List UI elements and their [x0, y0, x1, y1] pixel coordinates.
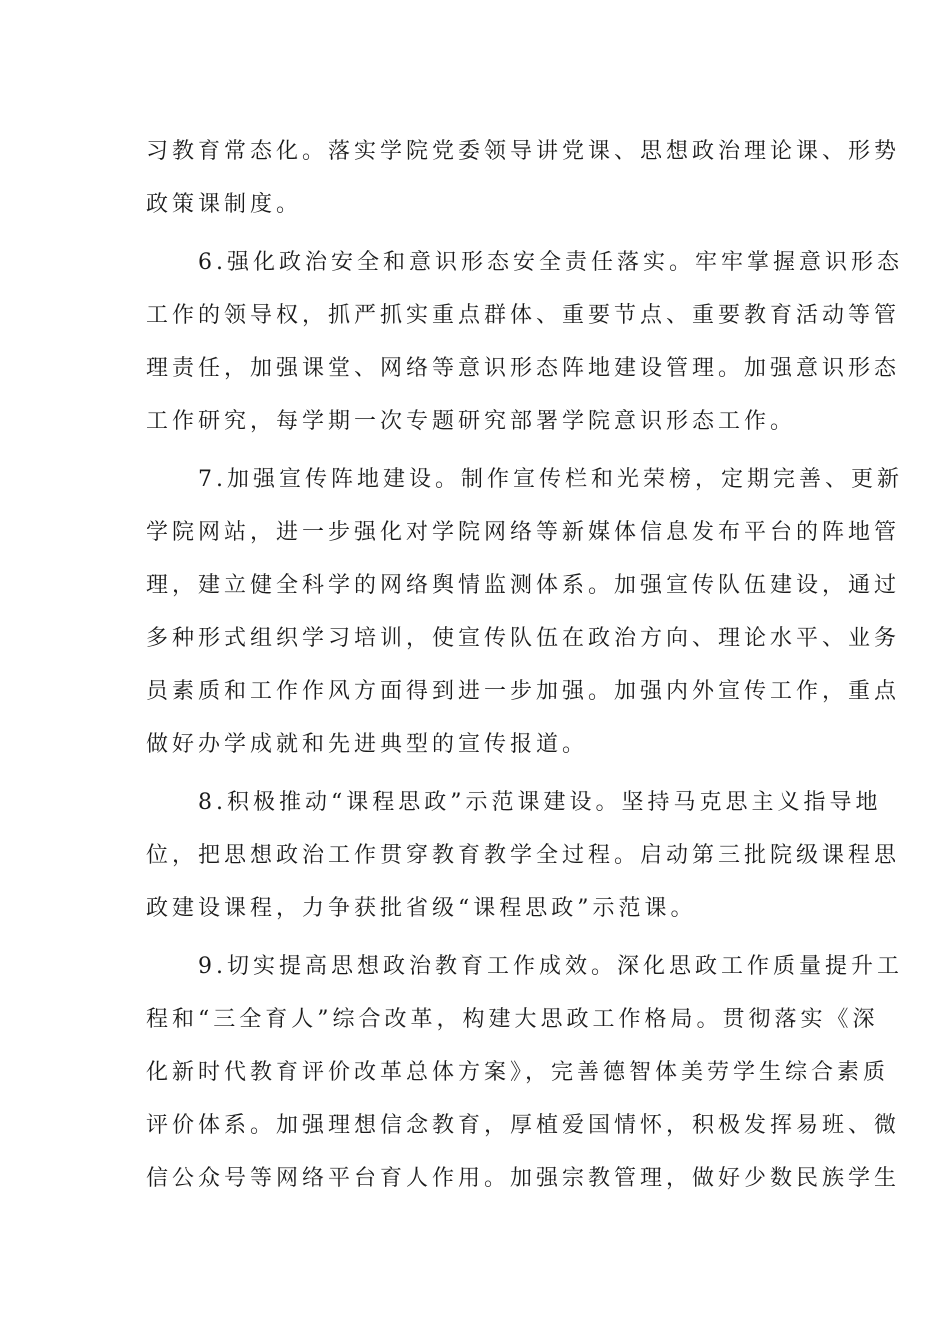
document-body	[146, 125, 903, 1205]
paragraph	[146, 453, 903, 771]
text-line: 评价体系。加强理想信念教育，厚植爱国情怀，积极发挥易班、微	[146, 1113, 901, 1138]
text-line: 9.切实提高思想政治教育工作成效。深化思政工作质量提升工	[146, 954, 903, 979]
text-line: 习教育常态化。落实学院党委领导讲党课、思想政治理论课、形势	[146, 139, 901, 164]
text-line: 多种形式组织学习培训，使宣传队伍在政治方向、理论水平、业务	[146, 626, 901, 651]
text-line: 信公众号等网络平台育人作用。加强宗教管理，做好少数民族学生	[146, 1166, 901, 1191]
paragraph	[146, 776, 901, 935]
paragraph	[146, 236, 903, 448]
text-line: 8.积极推动“课程思政”示范课建设。坚持马克思主义指导地	[146, 790, 882, 815]
text-line: 工作的领导权，抓严抓实重点群体、重要节点、重要教育活动等管	[146, 303, 901, 328]
paragraph	[146, 940, 903, 1205]
paragraph	[146, 125, 901, 231]
text-line: 员素质和工作作风方面得到进一步加强。加强内外宣传工作，重点	[146, 679, 901, 704]
text-line: 理，建立健全科学的网络舆情监测体系。加强宣传队伍建设，通过	[146, 573, 901, 598]
text-line: 6.强化政治安全和意识形态安全责任落实。牢牢掌握意识形态	[146, 250, 903, 275]
text-line: 理责任，加强课堂、网络等意识形态阵地建设管理。加强意识形态	[146, 356, 901, 381]
text-line: 政策课制度。	[146, 192, 303, 217]
text-line: 7.加强宣传阵地建设。制作宣传栏和光荣榜，定期完善、更新	[146, 467, 903, 492]
text-line: 化新时代教育评价改革总体方案》，完善德智体美劳学生综合素质	[146, 1060, 890, 1085]
text-line: 工作研究，每学期一次专题研究部署学院意识形态工作。	[146, 409, 797, 434]
text-line: 程和“三全育人”综合改革，构建大思政工作格局。贯彻落实《深	[146, 1007, 879, 1032]
text-line: 政建设课程，力争获批省级“课程思政”示范课。	[146, 896, 697, 921]
text-line: 位，把思想政治工作贯穿教育教学全过程。启动第三批院级课程思	[146, 843, 901, 868]
text-line: 学院网站，进一步强化对学院网络等新媒体信息发布平台的阵地管	[146, 520, 901, 545]
text-line: 做好办学成就和先进典型的宣传报道。	[146, 732, 589, 757]
